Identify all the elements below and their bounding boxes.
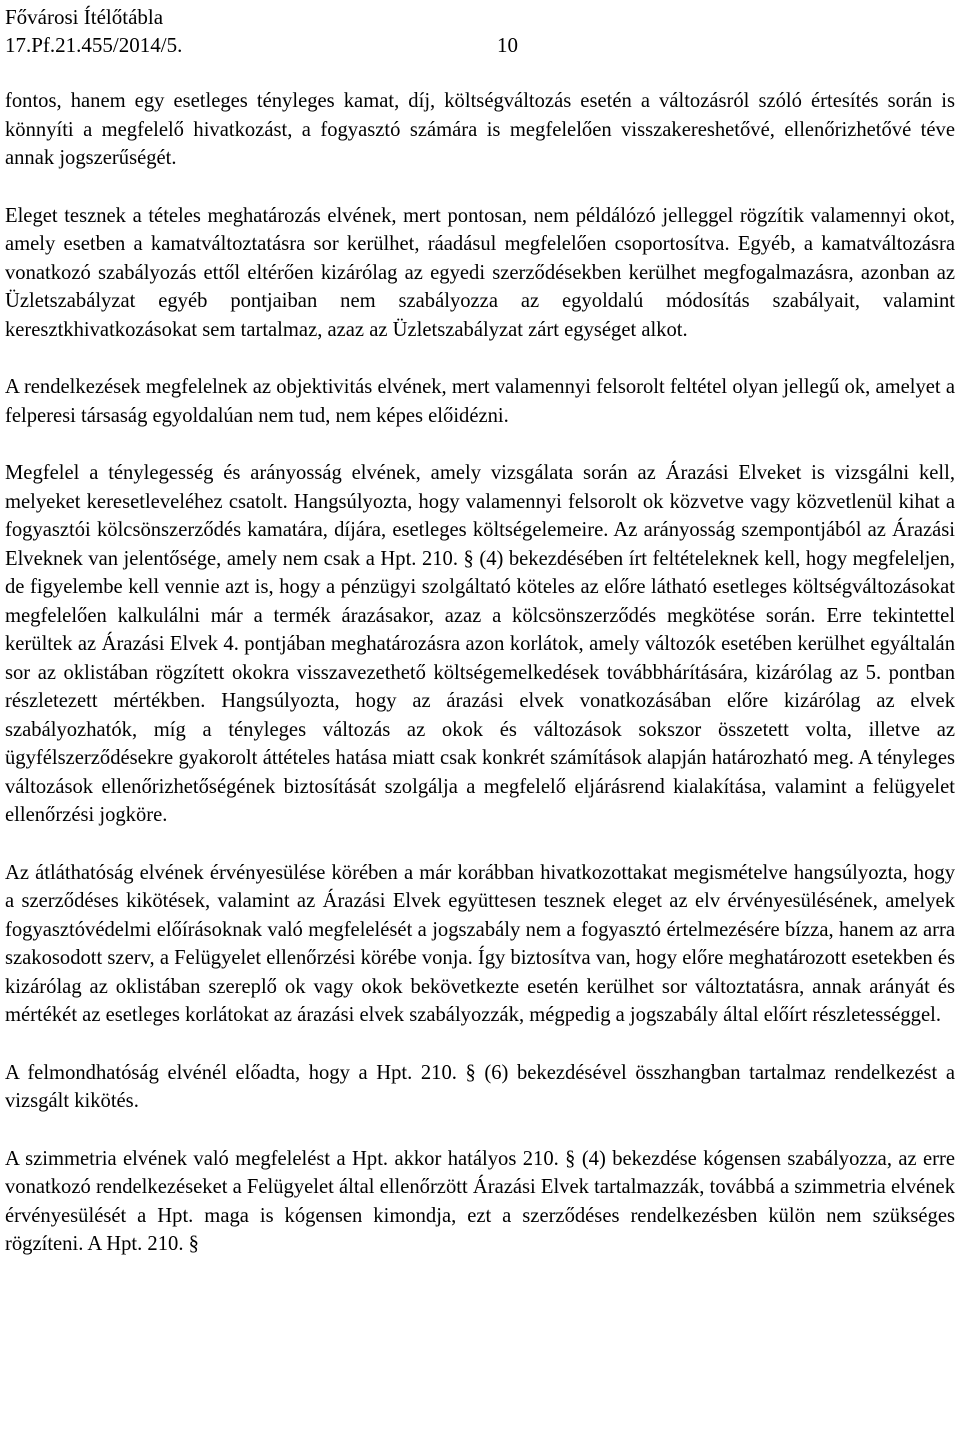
page-number: 10 [497, 33, 518, 57]
document-body [5, 87, 955, 1259]
paragraph-2: Eleget tesznek a tételes meghatározás elvének, mert pontosan, nem példálózó jelleggel rögzítik valamennyi okot, amely esetben a kamatváltoztatásra sor kerülhet, ráadásul megfelelően csoportosítva. Egyéb, a kamatváltozásra vonatkozó szabályozás ettől eltérően kizárólag az egyedi szerződésekben kerülhet megfogalmazásra, azonban az Üzletszabályzat egyéb pontjaiban nem szabályozza az egyoldalú módosítás szabályait, valamint keresztkhivatkozásokat sem tartalmaz, azaz az Üzletszabályzat zárt egységet alkot. [5, 204, 955, 341]
paragraph-6: A felmondhatóság elvénél előadta, hogy a Hpt. 210. § (6) bekezdésével összhangban tartalmaz rendelkezést a vizsgált kikötés. [5, 1061, 955, 1112]
paragraph-5: Az átláthatóság elvének érvényesülése körében a már korábban hivatkozottakat megismételve hangsúlyozta, hogy a szerződéses kikötések, valamint az Árazási Elvek együttesen tesznek eleget az elv érvényesülésének, amelyek fogyasztóvédelmi előírásoknak való megfelelését a jogszabály nem a fogyasztó értelmezésére bízza, hanem az arra szakosodott szerv, a Felügyelet ellenőrzési körébe vonja. Így biztosítva van, hogy előre meghatározott esetekben és kizárólag az oklistában szereplő ok vagy okok bekövetkezte esetén kerülhet sor változtatásra, annak arányát és mértékét az esetleges korlátokat az árazási elvek szabályozzák, mégpedig a jogszabály által előírt részletességgel. [5, 861, 955, 1026]
court-name: Fővárosi Ítélőtábla [5, 5, 164, 29]
paragraph-7: A szimmetria elvének való megfelelést a Hpt. akkor hatályos 210. § (4) bekezdése kógensen szabályozza, az erre vonatkozó rendelkezéseket a Felügyelet által ellenőrzött Árazási Elvek tartalmazzák, továbbá a szimmetria elvének érvényesülését a Hpt. maga is kógensen kimondja, ezt a szerződéses rendelkezésben külön nem szükséges rögzíteni. A Hpt. 210. § [5, 1147, 955, 1255]
paragraph-4: Megfelel a ténylegesség és arányosság elvének, amely vizsgálata során az Árazási Elveket is vizsgálni kell, melyeket keresetleveléhez csatolt. Hangsúlyozta, hogy valamennyi felsorolt ok közvetve vagy közvetlenül kihat a fogyasztói kölcsönszerződés kamatára, díjára, esetleges költségelemeire. Az arányosság szempontjából az Árazási Elveknek van jelentősége, amely nem csak a Hpt. 210. § (4) bekezdésében írt feltételeknek kell, hogy megfeleljen, de figyelembe kell vennie azt is, hogy a pénzügyi szolgáltató köteles az előre látható esetleges költségváltozásokat megfelelően kalkulálni már a termék árazásakor, azaz a kölcsönszerződés megkötése során. Erre tekintettel kerültek az Árazási Elvek 4. pontjában meghatározásra azon korlátok, amely változók esetében kerülhet egyáltalán sor az oklistában rögzített okokra visszavezethető költségemelkedések továbbhárítására, kizárólag az 5. pontban részletezett mértékben. Hangsúlyozta, hogy az árazási elvek vonatkozásában előre kizárólag az elvek szabályozhatók, míg a tényleges változás az okok és változások sokszor összetett volta, illetve az ügyfélszerződésekre gyakorolt áttételes hatása miatt csak konkrét számítások alapján határozható meg. A tényleges változások ellenőrizhetőségének biztosítását szolgálja a megfelelő eljárásrend kialakítása, valamint a felügyelet ellenőrzési jogköre. [5, 462, 955, 826]
paragraph-1: fontos, hanem egy esetleges tényleges kamat, díj, költségváltozás esetén a változásról szóló értesítés során is könnyíti a megfelelő hivatkozást, a fogyasztó számára is megfelelően visszakereshetővé, ellenőrizhetővé téve annak jogszerűségét. [5, 90, 955, 169]
document-page [5, 0, 955, 1255]
case-number: 17.Pf.21.455/2014/5. [5, 33, 183, 57]
paragraph-3: A rendelkezések megfelelnek az objektivitás elvének, mert valamennyi felsorolt feltétel olyan jellegű ok, amelyet a felperesi társaság egyoldalúan nem tud, nem képes előidézni. [5, 376, 955, 427]
page-header [5, 0, 955, 70]
